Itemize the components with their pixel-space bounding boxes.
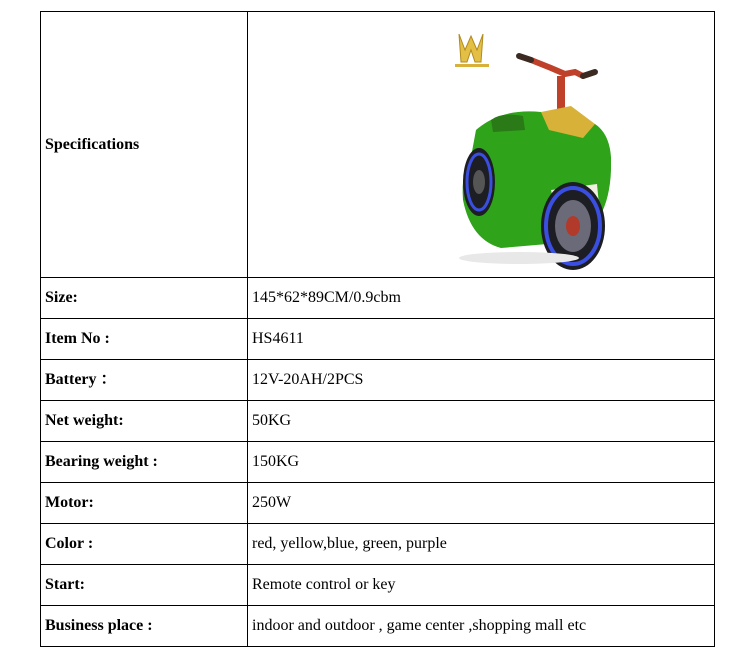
- battery-value: 12V-20AH/2PCS: [248, 360, 715, 401]
- table-row: [41, 360, 715, 401]
- bearing-weight-label: Bearing weight :: [41, 442, 248, 483]
- color-label: Color :: [41, 524, 248, 565]
- net-weight-value: 50KG: [248, 401, 715, 442]
- size-label: Size:: [41, 278, 248, 319]
- product-image-cell: [248, 12, 715, 278]
- net-weight-label: Net weight:: [41, 401, 248, 442]
- table-row: [41, 606, 715, 647]
- rear-wheel: [463, 148, 495, 216]
- start-label: Start:: [41, 565, 248, 606]
- brand-logo: [455, 34, 489, 67]
- product-image: [351, 20, 611, 270]
- specifications-table: [40, 11, 715, 647]
- table-row: [41, 442, 715, 483]
- business-place-label: Business place :: [41, 606, 248, 647]
- specifications-label: Specifications: [41, 12, 248, 278]
- table-row: [41, 565, 715, 606]
- start-value: Remote control or key: [248, 565, 715, 606]
- handlebar: [519, 56, 595, 110]
- color-value: red, yellow,blue, green, purple: [248, 524, 715, 565]
- motor-value: 250W: [248, 483, 715, 524]
- item-no-value: HS4611: [248, 319, 715, 360]
- table-row: [41, 524, 715, 565]
- table-row: [41, 278, 715, 319]
- bearing-weight-value: 150KG: [248, 442, 715, 483]
- size-value: 145*62*89CM/0.9cbm: [248, 278, 715, 319]
- table-row: [41, 401, 715, 442]
- item-no-label: Item No :: [41, 319, 248, 360]
- battery-label: Battery ：: [41, 360, 248, 401]
- business-place-value: indoor and outdoor , game center ,shopping mall etc: [248, 606, 715, 647]
- table-row-specifications: [41, 12, 715, 278]
- table-row: [41, 483, 715, 524]
- table-row: [41, 319, 715, 360]
- motor-label: Motor:: [41, 483, 248, 524]
